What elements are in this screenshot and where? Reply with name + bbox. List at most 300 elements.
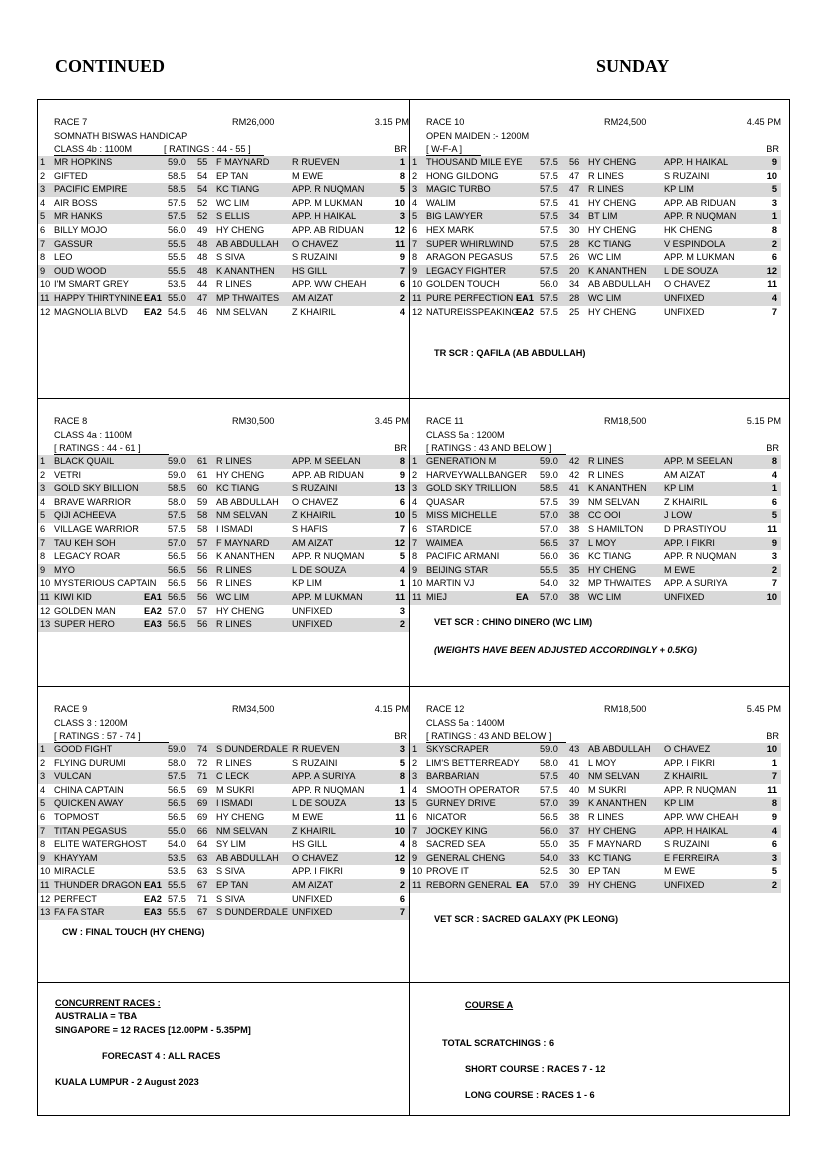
trainer: KP LIM [664,184,694,195]
runner-number: 10 [412,866,423,877]
rating: 39 [569,496,580,507]
runner-row [38,523,409,537]
weight: 57.5 [168,211,186,222]
weight: 56.5 [168,578,186,589]
barrier-header: BR [394,731,407,741]
runner-row [410,265,781,279]
runner-number: 2 [412,170,418,181]
trainer: Z KHAIRIL [664,771,708,782]
runner-row [410,784,781,798]
race-title: RACE 10 [426,117,465,127]
runner-number: 2 [412,469,418,480]
jockey: HY CHENG [588,564,637,575]
trainer: APP. A SURIYA [292,771,356,782]
trainer: AM AIZAT [292,880,334,890]
rating: 44 [197,279,208,290]
weight: 57.5 [540,306,558,317]
runner-number: 4 [40,496,46,507]
rating: 35 [569,564,580,575]
runner-number: 2 [40,757,46,768]
runner-number: 9 [412,564,418,575]
runner-row [410,879,781,893]
trainer: APP. M SEELAN [292,456,361,466]
trainer: M EWE [664,866,696,877]
runner-row [410,797,781,811]
barrier-header: BR [766,144,779,154]
horse-name: FLYING DURUMI [54,757,126,768]
rating: 46 [197,306,208,317]
horse-name: HARVEYWALLBANGER [426,469,528,480]
horse-name: PERFECT [54,893,97,904]
trainer: UNFIXED [664,880,705,890]
race-panel [410,100,781,390]
jockey: R LINES [588,812,624,822]
trainer: KP LIM [664,483,694,494]
horse-name: GOLD SKY TRILLION [426,483,517,494]
runner-number: 11 [40,592,50,602]
rating: 34 [569,211,580,222]
jockey: R LINES [216,757,252,768]
runner-row [410,825,781,839]
barrier: 13 [394,483,405,494]
barrier: 2 [771,564,777,575]
rating: 55 [197,157,208,167]
race-line1: OPEN MAIDEN :- 1200M [426,131,530,141]
trainer: UNFIXED [292,605,333,616]
trainer: AM AIZAT [292,293,334,303]
barrier: 4 [399,306,405,317]
barrier: 13 [394,798,405,809]
trainer: UNFIXED [664,592,705,602]
horse-name: GASSUR [54,238,93,249]
jockey: K ANANTHEN [588,798,647,809]
trainer: O CHAVEZ [292,238,339,249]
race-prize: RM34,500 [232,704,275,714]
runner-number: 7 [40,238,46,249]
trainer: APP. R NUQMAN [664,211,737,222]
weight: 55.5 [168,880,186,890]
rating: 52 [197,211,208,222]
race-card-grid [37,99,790,1116]
jockey: WC LIM [588,252,622,263]
jockey: HY CHENG [588,225,637,235]
weight: 57.5 [168,524,186,534]
course-label: COURSE A [465,1000,514,1010]
runner-row [38,496,409,510]
rating: 42 [569,469,580,480]
total-scratchings: TOTAL SCRATCHINGS : 6 [442,1038,555,1048]
horse-name: MIRACLE [54,866,95,877]
horse-name: BARBARIAN [426,771,480,782]
trainer: J LOW [664,510,693,521]
weight: 57.5 [540,265,558,276]
runner-number: 8 [412,551,418,562]
runner-row [38,797,409,811]
rating: 74 [197,744,208,754]
race-title: RACE 7 [54,117,88,127]
runner-row [38,251,409,265]
horse-name: LEGACY ROAR [54,551,121,562]
trainer: M EWE [292,170,324,181]
jockey: NM SELVAN [588,771,640,782]
barrier: 5 [399,757,405,768]
barrier: 11 [767,279,777,290]
weight: 54.5 [168,306,186,317]
horse-name: QUICKEN AWAY [54,798,124,809]
weight: 56.5 [168,564,186,575]
horse-name: HEX MARK [426,225,474,235]
horse-name: BEIJING STAR [426,564,489,575]
jockey: AB ABDULLAH [588,744,651,754]
runner-number: 5 [40,798,46,809]
horse-name: THUNDER DRAGON [54,880,142,890]
runner-number: 12 [412,306,423,317]
jockey: KC TIANG [216,184,260,195]
trainer: APP. AB RIDUAN [292,225,364,235]
horse-name: MAGNOLIA BLVD [54,306,128,317]
barrier: 8 [771,798,777,809]
runner-row [38,906,409,920]
trainer: O CHAVEZ [292,496,339,507]
weight: 58.0 [168,757,186,768]
rating: 40 [569,784,580,795]
race-note: VET SCR : SACRED GALAXY (PK LEONG) [434,914,619,924]
emergency-acceptor: EA [516,880,529,890]
race-note: TR SCR : QAFILA (AB ABDULLAH) [434,348,586,358]
emergency-acceptor: EA2 [516,306,534,317]
trainer: S RUZAINI [292,483,338,494]
barrier-header: BR [766,731,779,741]
barrier: 3 [771,551,777,562]
runner-row [410,238,781,252]
race-note: CW : FINAL TOUCH (HY CHENG) [62,927,205,937]
barrier: 8 [399,170,405,181]
runner-row [410,757,781,771]
jockey: R LINES [216,456,252,466]
trainer: M EWE [292,812,324,822]
horse-name: MYSTERIOUS CAPTAIN [54,578,157,589]
runner-number: 4 [412,784,418,795]
barrier: 9 [399,252,405,263]
horse-name: PROVE IT [426,866,469,877]
trainer: HS GILL [292,265,328,276]
horse-name: OUD WOOD [54,265,107,276]
weight: 57.5 [168,510,186,521]
runner-row [410,523,781,537]
jockey: R LINES [588,469,624,480]
runner-row [410,577,781,591]
runner-number: 11 [412,592,422,602]
weight: 57.0 [540,510,558,521]
rating: 47 [569,170,580,181]
weight: 55.5 [168,265,186,276]
runner-row [410,865,781,879]
runner-number: 10 [412,279,423,290]
runner-number: 11 [412,293,422,303]
trainer: APP. WW CHEAH [292,279,367,290]
horse-name: QUASAR [426,496,465,507]
runner-row [38,879,409,893]
barrier: 1 [399,157,405,167]
horse-name: THOUSAND MILE EYE [426,157,523,167]
race-line2: [ RATINGS : 57 - 74 ] [54,731,141,741]
runner-number: 12 [40,306,51,317]
runner-number: 3 [412,184,418,195]
barrier-header: BR [394,144,407,154]
rating: 56 [569,157,580,167]
race-title: RACE 8 [54,416,88,426]
barrier: 7 [399,265,405,276]
trainer: M EWE [664,564,696,575]
rating: 41 [569,483,580,494]
weight: 57.0 [540,798,558,809]
horse-name: KIWI KID [54,592,92,602]
barrier: 4 [771,825,777,836]
rating: 71 [197,771,208,782]
horse-name: PACIFIC ARMANI [426,551,500,562]
jockey: KC TIANG [216,483,260,494]
horse-name: TOPMOST [54,812,100,822]
jockey: EP TAN [588,866,621,877]
weight: 59.0 [540,469,558,480]
rating: 26 [569,252,580,263]
jockey: M SUKRI [216,784,255,795]
race-title: RACE 11 [426,416,464,426]
trainer: R RUEVEN [292,157,340,167]
runner-number: 11 [412,880,422,890]
runner-number: 1 [412,744,418,754]
jockey: F MAYNARD [216,157,270,167]
trainer: KP LIM [664,798,694,809]
jockey: HY CHENG [216,469,265,480]
trainer: O CHAVEZ [664,744,711,754]
weight: 55.0 [168,293,186,303]
runner-number: 8 [40,551,46,562]
runner-row [38,564,409,578]
jockey: F MAYNARD [216,537,270,548]
weight: 58.5 [168,184,186,195]
barrier: 2 [399,293,405,303]
runner-number: 8 [412,252,418,263]
jockey: KC TIANG [588,551,632,562]
runner-number: 6 [412,812,418,822]
barrier-header: BR [766,443,779,453]
runner-row [38,865,409,879]
weight: 53.5 [168,866,186,877]
horse-name: LEO [54,252,73,263]
rating: 63 [197,866,208,877]
trainer: HK CHENG [664,225,713,235]
trainer: D PRASTIYOU [664,524,727,534]
runner-number: 9 [40,265,46,276]
horse-name: HONG GILDONG [426,170,499,181]
runner-row [38,238,409,252]
weight: 56.0 [540,825,558,836]
horse-name: BILLY MOJO [54,225,108,235]
barrier: 3 [771,852,777,863]
race-time: 3.45 PM [374,416,409,426]
barrier: 1 [399,578,405,589]
trainer: APP. I FIKRI [664,757,715,768]
runner-number: 8 [412,839,418,850]
rating: 34 [569,279,580,290]
barrier: 4 [771,293,777,303]
trainer: E FERREIRA [664,852,720,863]
emergency-acceptor: EA2 [144,605,162,616]
weight: 57.5 [168,197,186,208]
runner-number: 1 [412,456,418,466]
runner-number: 5 [40,211,46,222]
jockey: AB ABDULLAH [216,238,279,249]
runner-row [410,496,781,510]
barrier: 10 [394,510,405,521]
rating: 39 [569,798,580,809]
rating: 48 [197,265,208,276]
runner-row [410,197,781,211]
rating: 64 [197,839,208,850]
emergency-acceptor: EA1 [144,293,162,303]
barrier: 3 [771,197,777,208]
race-line1: SOMNATH BISWAS HANDICAP [54,131,188,141]
rating: 54 [197,184,208,195]
rating: 59 [197,496,208,507]
jockey: KC TIANG [588,852,632,863]
weight: 55.5 [540,564,558,575]
runner-row [38,156,409,170]
horse-name: VILLAGE WARRIOR [54,524,139,534]
rating: 69 [197,798,208,809]
barrier: 5 [399,551,405,562]
trainer: UNFIXED [664,306,705,317]
barrier: 12 [394,225,405,235]
horse-name: LIM'S BETTERREADY [426,757,520,768]
horse-name: HAPPY THIRTYNINE [54,293,143,303]
weight: 56.5 [168,798,186,809]
rating: 56 [197,551,208,562]
runner-row [38,292,409,306]
runner-number: 10 [40,279,51,290]
runner-number: 4 [412,496,418,507]
runner-number: 2 [40,469,46,480]
weight: 57.0 [540,880,558,890]
jockey: HY CHENG [216,605,265,616]
runner-row [410,469,781,483]
runner-row [410,509,781,523]
jockey: AB ABDULLAH [588,279,651,290]
emergency-acceptor: EA3 [144,619,162,630]
barrier: 6 [399,279,405,290]
trainer: AM AIZAT [664,469,706,480]
weight: 56.5 [540,812,558,822]
rating: 30 [569,225,580,235]
horse-name: SMOOTH OPERATOR [426,784,520,795]
barrier: 5 [399,184,405,195]
jockey: L MOY [588,537,617,548]
row-divider [38,982,789,983]
rating: 41 [569,757,580,768]
race-line1: CLASS 4a : 1100M [54,430,132,440]
barrier: 9 [399,866,405,877]
runner-number: 7 [412,238,418,249]
trainer: Z KHAIRIL [292,510,336,521]
jockey: HY CHENG [588,825,637,836]
rating: 28 [569,293,580,303]
runner-number: 7 [40,537,46,548]
runner-number: 9 [412,265,418,276]
weight: 56.0 [540,551,558,562]
runner-row [38,278,409,292]
runner-row [410,537,781,551]
runner-number: 12 [40,605,51,616]
horse-name: CHINA CAPTAIN [54,784,124,795]
page-title-right: SUNDAY [596,56,670,76]
weight: 58.5 [168,170,186,181]
jockey: HY CHENG [216,225,265,235]
weight: 57.5 [540,211,558,222]
barrier: 1 [771,483,777,494]
barrier: 11 [395,592,405,602]
weight: 57.0 [540,524,558,534]
jockey: HY CHENG [588,306,637,317]
rating: 35 [569,839,580,850]
weight: 57.5 [168,771,186,782]
runner-number: 13 [40,907,51,918]
trainer: S RUZAINI [664,839,710,850]
runner-row [38,618,409,632]
horse-name: MIEJ [426,592,447,602]
trainer: L DE SOUZA [292,564,347,575]
rating: 49 [197,225,208,235]
weight: 57.5 [540,496,558,507]
barrier: 4 [771,469,777,480]
barrier: 10 [766,170,777,181]
runner-row [410,292,781,306]
barrier: 4 [399,839,405,850]
runner-row [410,156,781,170]
runner-number: 2 [40,170,46,181]
race-line2: [ W-F-A ] [426,144,463,154]
horse-name: GIFTED [54,170,88,181]
trainer: APP. AB RIDUAN [292,469,364,480]
runner-number: 7 [40,825,46,836]
weight: 57.5 [540,293,558,303]
jockey: MP THWAITES [588,578,652,589]
barrier: 6 [771,252,777,263]
horse-name: PACIFIC EMPIRE [54,184,128,195]
jockey: I ISMADI [216,524,253,534]
runner-row [38,838,409,852]
runner-number: 10 [40,578,51,589]
jockey: R LINES [588,184,624,195]
runner-number: 10 [40,866,51,877]
runner-row [410,278,781,292]
race-ratings: [ RATINGS : 44 - 55 ] [164,144,251,154]
race-line2: [ RATINGS : 43 AND BELOW ] [426,443,552,453]
trainer: S RUZAINI [292,252,338,263]
rating: 33 [569,852,580,863]
weight: 53.5 [168,852,186,863]
short-course: SHORT COURSE : RACES 7 - 12 [465,1064,606,1074]
weight: 54.0 [540,578,558,589]
barrier: 2 [399,880,405,890]
weight: 57.5 [540,184,558,195]
rating: 38 [569,524,580,534]
concurrent-races-label: CONCURRENT RACES : [55,998,161,1008]
horse-name: GURNEY DRIVE [426,798,496,809]
barrier: 8 [771,456,777,466]
runner-row [410,183,781,197]
runner-row [38,605,409,619]
